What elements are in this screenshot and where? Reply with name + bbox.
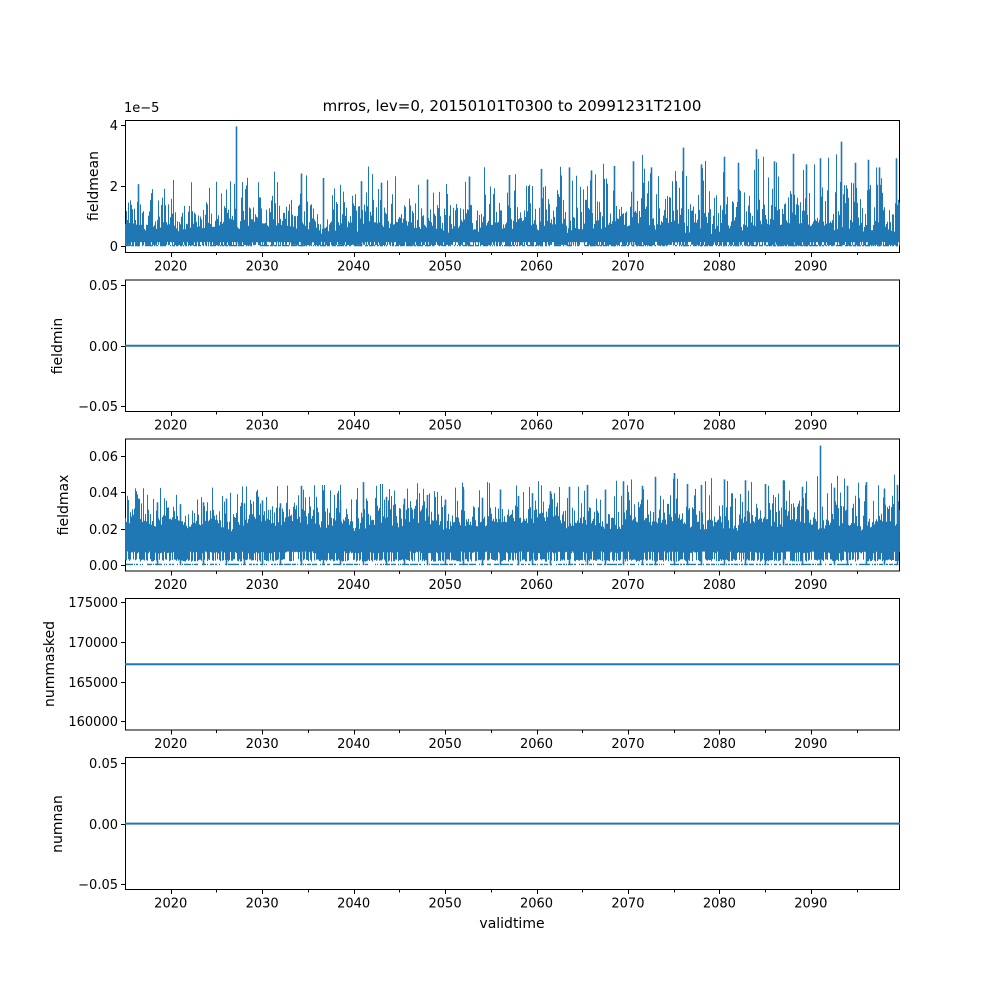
data-band-fieldmean	[126, 154, 900, 245]
x-tick-label: 2080	[702, 259, 736, 275]
y-tick-label: 175000	[68, 596, 118, 611]
x-tick-label: 2030	[245, 259, 279, 275]
x-tick-label: 2070	[611, 896, 645, 912]
y-tick-label: 170000	[68, 636, 118, 651]
x-tick-label: 2030	[245, 418, 279, 434]
y-tick-label: 0.05	[89, 757, 118, 772]
x-tick-label: 2090	[794, 577, 828, 593]
subplot-numnan	[78, 757, 900, 912]
x-tick-label: 2070	[611, 577, 645, 593]
subplot-fieldmax	[89, 439, 899, 593]
x-tick-label: 2040	[337, 577, 371, 593]
x-tick-label: 2060	[519, 577, 554, 593]
x-tick-label: 2040	[337, 418, 371, 434]
y-axis-label-nummasked: nummasked	[42, 621, 58, 708]
x-tick-label: 2080	[702, 418, 736, 434]
y-tick-label: 0.00	[89, 340, 118, 355]
x-tick-label: 2030	[245, 577, 279, 593]
y-tick-label: 2	[109, 180, 118, 195]
y-tick-label: 0.05	[89, 279, 118, 294]
x-tick-label: 2020	[154, 896, 188, 912]
y-axis-offset-label: 1e−5	[124, 101, 160, 116]
x-tick-label: 2020	[154, 418, 188, 434]
x-tick-label: 2060	[519, 418, 554, 434]
chart-title: mrros, lev=0, 20150101T0300 to 20991231T2100	[322, 97, 702, 115]
subplot-fieldmin	[78, 279, 900, 434]
x-tick-label: 2050	[428, 418, 462, 434]
y-axis-label-fieldmax: fieldmax	[56, 474, 72, 536]
x-tick-label: 2060	[519, 896, 554, 912]
y-tick-label: 0.00	[89, 818, 118, 833]
y-major-ticks	[121, 126, 125, 247]
y-tick-label: 160000	[68, 715, 118, 730]
y-tick-label: 0.06	[89, 450, 118, 465]
x-tick-label: 2090	[794, 418, 828, 434]
subplot-fieldmean	[110, 119, 900, 274]
x-tick-label: 2030	[245, 896, 279, 912]
y-axis-label-numnan: numnan	[50, 794, 66, 853]
x-tick-label: 2070	[611, 259, 645, 275]
y-tick-label: −0.05	[78, 400, 118, 415]
x-tick-label: 2050	[428, 259, 462, 275]
x-tick-label: 2040	[337, 259, 371, 275]
x-tick-label: 2020	[154, 259, 188, 275]
data-zero-dashes-fieldmax	[127, 564, 898, 565]
x-tick-label: 2040	[337, 737, 371, 753]
y-major-ticks	[121, 764, 125, 885]
x-tick-label: 2080	[702, 737, 736, 753]
y-axis-label-fieldmin: fieldmin	[50, 317, 66, 374]
y-tick-label: 4	[109, 119, 118, 134]
x-tick-label: 2020	[154, 577, 188, 593]
x-tick-label: 2060	[519, 259, 554, 275]
y-major-ticks	[121, 457, 125, 566]
x-tick-label: 2050	[428, 737, 462, 753]
y-tick-label: 0.00	[89, 559, 118, 574]
subplot-nummasked	[68, 596, 900, 752]
x-tick-label: 2020	[154, 737, 188, 753]
x-tick-label: 2090	[794, 737, 828, 753]
x-tick-label: 2030	[245, 737, 279, 753]
y-tick-label: 165000	[68, 676, 118, 691]
x-axis-label: validtime	[479, 916, 545, 932]
y-major-ticks	[121, 286, 125, 407]
x-tick-label: 2060	[519, 737, 554, 753]
x-tick-label: 2050	[428, 896, 462, 912]
y-axis-label-fieldmean: fieldmean	[86, 151, 102, 222]
y-tick-label: 0.02	[89, 523, 118, 538]
x-tick-label: 2070	[611, 737, 645, 753]
x-tick-label: 2070	[611, 418, 645, 434]
x-tick-label: 2090	[794, 259, 828, 275]
data-zero-dashes-fieldmean	[126, 245, 898, 246]
x-tick-label: 2040	[337, 896, 371, 912]
x-tick-label: 2090	[794, 896, 828, 912]
y-tick-label: −0.05	[78, 878, 118, 893]
x-tick-label: 2050	[428, 577, 462, 593]
x-tick-label: 2080	[702, 577, 736, 593]
x-tick-label: 2080	[702, 896, 736, 912]
y-tick-label: 0	[109, 240, 118, 255]
y-major-ticks	[121, 603, 125, 722]
y-tick-label: 0.04	[89, 486, 118, 501]
